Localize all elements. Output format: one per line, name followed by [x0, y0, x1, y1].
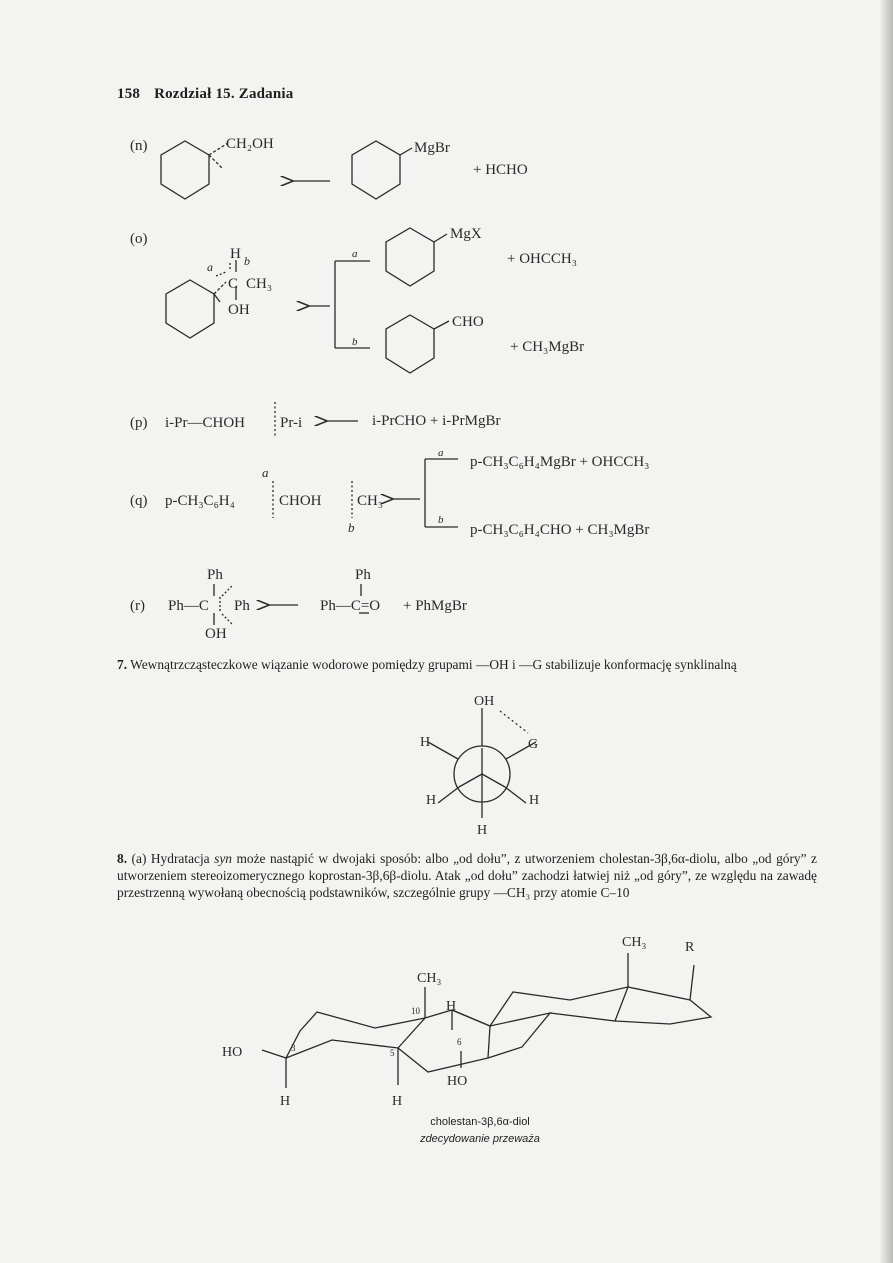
page-number: 158: [117, 86, 141, 102]
b-label: b: [244, 254, 250, 268]
section-8-syn: syn: [214, 851, 232, 866]
label-o: (o): [130, 231, 148, 247]
plus-ch3mgbr: + CH₃MgBr: [510, 339, 585, 355]
steroid-r: R: [685, 940, 695, 955]
ch2oh-group: CH₂OH: [226, 136, 274, 152]
q-reagents-b: p-CH₃C₆H₄CHO + CH₃MgBr: [470, 522, 650, 538]
newman-h-bottom: H: [477, 823, 488, 838]
cyclohexane-ring: [386, 315, 434, 373]
steroid-ho-c6: HO: [447, 1074, 468, 1089]
steroid-caption-note: zdecydowanie przeważa: [420, 1133, 540, 1145]
steroid-ho-c3: HO: [222, 1045, 243, 1060]
section-7-number: 7.: [117, 657, 128, 672]
label-r: (r): [130, 598, 145, 614]
steroid-c5: 5: [390, 1048, 395, 1058]
newman-h-bottom-left: H: [426, 793, 437, 808]
mgbr-group: MgBr: [414, 140, 450, 156]
newman-projection: [428, 708, 539, 818]
steroid-ch3-c13: CH₃: [622, 935, 647, 950]
newman-oh: OH: [474, 694, 495, 709]
p-product-left: i-Pr—CHOH: [165, 415, 246, 431]
newman-g: G: [528, 737, 539, 752]
ph-right: Ph: [234, 598, 250, 614]
ph-top-2: Ph: [355, 567, 371, 583]
steroid-c10: 10: [411, 1006, 420, 1016]
oh-group: OH: [228, 302, 250, 318]
carbonyl: Ph—C=O: [320, 598, 381, 614]
section-8-number: 8.: [117, 851, 128, 866]
q-path-b-label: b: [438, 514, 444, 526]
p-product-right: Pr-i: [280, 415, 303, 431]
steroid-c6: 6: [457, 1037, 462, 1047]
newman-h-left: H: [420, 735, 431, 750]
q-product-mid: CHOH: [279, 493, 322, 509]
cyclohexane-ring: [386, 228, 434, 286]
q-reagents-a: p-CH₃C₆H₄MgBr + OHCCH₃: [470, 454, 650, 470]
cho-group: CHO: [452, 314, 484, 330]
steroid-h-c3: H: [280, 1094, 291, 1109]
path-a-label: a: [352, 248, 358, 260]
steroid-c3: 3: [291, 1043, 296, 1053]
cyclohexane-ring: [352, 141, 400, 199]
q-b-label: b: [348, 520, 355, 535]
label-n: (n): [130, 138, 148, 154]
p-reagents: i-PrCHO + i-PrMgBr: [372, 413, 501, 429]
section-8-text-1: (a) Hydratacja: [127, 851, 215, 866]
section-8-text-2: może nastąpić w dwojaki sposób: albo „od dołu”, z utworzeniem cholestan-3β,6α-diolu, albo „od góry” z utworzeniem stereoizomerycznego koprostan-3β,6β-diolu. Atak „od dołu” zachodzi łatwiej niż „od góry”, ze względu na zawadę przestrzenną wywołaną obecnością podstawników, szczególnie grupy —CH₃ przy atomie C–10: [117, 851, 818, 900]
steroid-h-c5: H: [392, 1094, 403, 1109]
q-path-a-label: a: [438, 447, 444, 459]
a-label: a: [207, 260, 213, 274]
steroid-caption-name: cholestan-3β,6α-diol: [430, 1116, 530, 1128]
section-8-paragraph: [117, 850, 817, 901]
steroid-skeleton: [262, 953, 711, 1088]
plus-hcho: + HCHO: [473, 162, 528, 178]
carbon-atom: C: [228, 276, 239, 292]
cyclohexane-ring: [161, 141, 209, 199]
r-oh-group: OH: [205, 626, 227, 642]
ch3-group: CH₃: [246, 276, 273, 292]
steroid-h-c9: H: [446, 999, 457, 1014]
path-b-label: b: [352, 336, 358, 348]
mgx-group: MgX: [450, 226, 482, 242]
chapter-title: Rozdział 15. Zadania: [154, 86, 294, 102]
q-product-left: p-CH₃C₆H₄: [165, 493, 235, 509]
ph-c-left: Ph—C: [168, 598, 209, 614]
reaction-o: [166, 228, 449, 373]
section-7-paragraph: [117, 656, 817, 673]
q-product-right: CH₃: [357, 493, 384, 509]
label-q: (q): [130, 493, 148, 509]
label-p: (p): [130, 415, 148, 431]
newman-h-bottom-right: H: [529, 793, 540, 808]
steroid-ch3-c10: CH₃: [417, 971, 442, 986]
section-7-text: Wewnątrzcząsteczkowe wiązanie wodorowe pomiędzy grupami —OH i —G stabilizuje konformację synklinalną: [127, 657, 737, 672]
q-a-label: a: [262, 465, 269, 480]
h-atom: H: [230, 246, 241, 262]
cyclohexane-ring: [166, 280, 214, 338]
reaction-n: [161, 141, 412, 199]
ph-top: Ph: [207, 567, 223, 583]
plus-ohcch3: + OHCCH₃: [507, 251, 577, 267]
plus-phmgbr: + PhMgBr: [403, 598, 467, 614]
